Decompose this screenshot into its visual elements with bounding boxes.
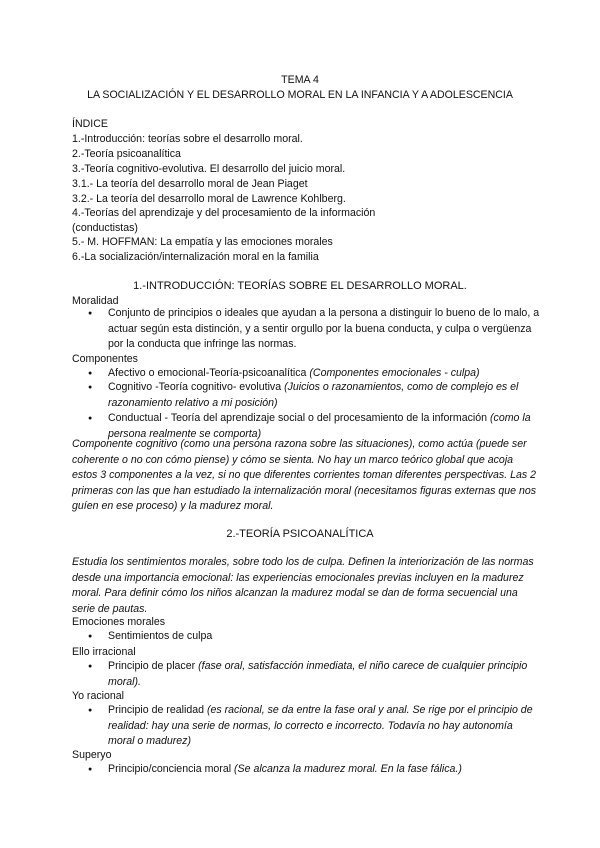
index-item: 6.-La socialización/internalización moral en la familia <box>72 251 319 263</box>
superyo-label: Superyo <box>72 749 112 761</box>
componentes-label: Componentes <box>72 353 138 365</box>
index-item: (conductistas) <box>72 222 138 234</box>
emociones-label: Emociones morales <box>72 616 166 628</box>
ello-bullet: Principio de placer (fase oral, satisfacción inmediata, el niño carece de cualquier principio moral). <box>108 660 528 688</box>
section2-heading: 2.-TEORÍA PSICOANALÍTICA <box>226 528 374 540</box>
index-item: 3.-Teoría cognitivo-evolutiva. El desarrollo del juicio moral. <box>72 163 346 175</box>
moralidad-label: Moralidad <box>72 295 119 307</box>
index-item: 3.2.- La teoría del desarrollo moral de Lawrence Kohlberg. <box>72 193 346 205</box>
componente-cognitivo: Cognitivo -Teoría cognitivo- evolutiva (Juicios o razonamientos, como de complejo es el razonamiento relativo a mi posición) <box>108 381 519 409</box>
componente-conductual: Conductual - Teoría del aprendizaje social o del procesamiento de la información (como la persona realmente se comporta) <box>108 412 531 440</box>
index-item: 5.- M. HOFFMAN: La empatía y las emociones morales <box>72 236 333 248</box>
section1-closing-paragraph: Componente cognitivo (como una persona razona sobre las situaciones), como actúa (puede ser coherente o no con cómo piense) y cómo se sienta. No hay un marco teórico global que acoja estos 3 componentes a la vez, si no que diferentes corrientes toman diferentes perspectivas. Las 2 primeras con las que han estudiado la internalización moral (necesitamos figuras externas que nos guíen en ese proceso) y la madurez moral. <box>72 438 537 512</box>
componente-afectivo: Afectivo o emocional-Teoría-psicoanalítica (Componentes emocionales - culpa) <box>108 367 480 379</box>
emociones-bullet: Sentimientos de culpa <box>108 630 213 642</box>
yo-bullet: Principio de realidad (es racional, se da entre la fase oral y anal. Se rige por el principio de realidad: hay una serie de normas, lo correcto e incorrecto. Todavía no hay autonomía moral o madurez) <box>108 704 533 747</box>
yo-label: Yo racional <box>72 690 125 702</box>
document-title: LA SOCIALIZACIÓN Y EL DESARROLLO MORAL EN LA INFANCIA Y A ADOLESCENCIA <box>87 89 513 101</box>
tema-number: TEMA 4 <box>281 74 319 86</box>
moralidad-definition: Conjunto de principios o ideales que ayudan a la persona a distinguir lo bueno de lo malo, a actuar según esta distinción, y a sentir orgullo por la buena conducta, y culpa o vergüenza por la conducta que infringe las normas. <box>108 307 540 350</box>
section1-heading: 1.-INTRODUCCIÓN: TEORÍAS SOBRE EL DESARROLLO MORAL. <box>133 280 467 292</box>
index-item: 3.1.- La teoría del desarrollo moral de Jean Piaget <box>72 178 308 190</box>
index-item: 2.-Teoría psicoanalítica <box>72 148 181 160</box>
ello-label: Ello irracional <box>72 646 136 658</box>
index-item: 4.-Teorías del aprendizaje y del procesamiento de la información <box>72 207 376 219</box>
superyo-bullet: Principio/conciencia moral (Se alcanza la madurez moral. En la fase fálica.) <box>108 763 462 775</box>
index-item: 1.-Introducción: teorías sobre el desarrollo moral. <box>72 133 303 145</box>
index-heading: ÍNDICE <box>72 118 108 130</box>
section2-intro: Estudia los sentimientos morales, sobre todo los de culpa. Definen la interiorización de las normas desde una importancia emocional: las experiencias emocionales previas incluyen en la madurez moral. Para definir cómo los niños alcanzan la madurez modal se dan de forma secuencial una serie de pautas. <box>72 556 534 615</box>
